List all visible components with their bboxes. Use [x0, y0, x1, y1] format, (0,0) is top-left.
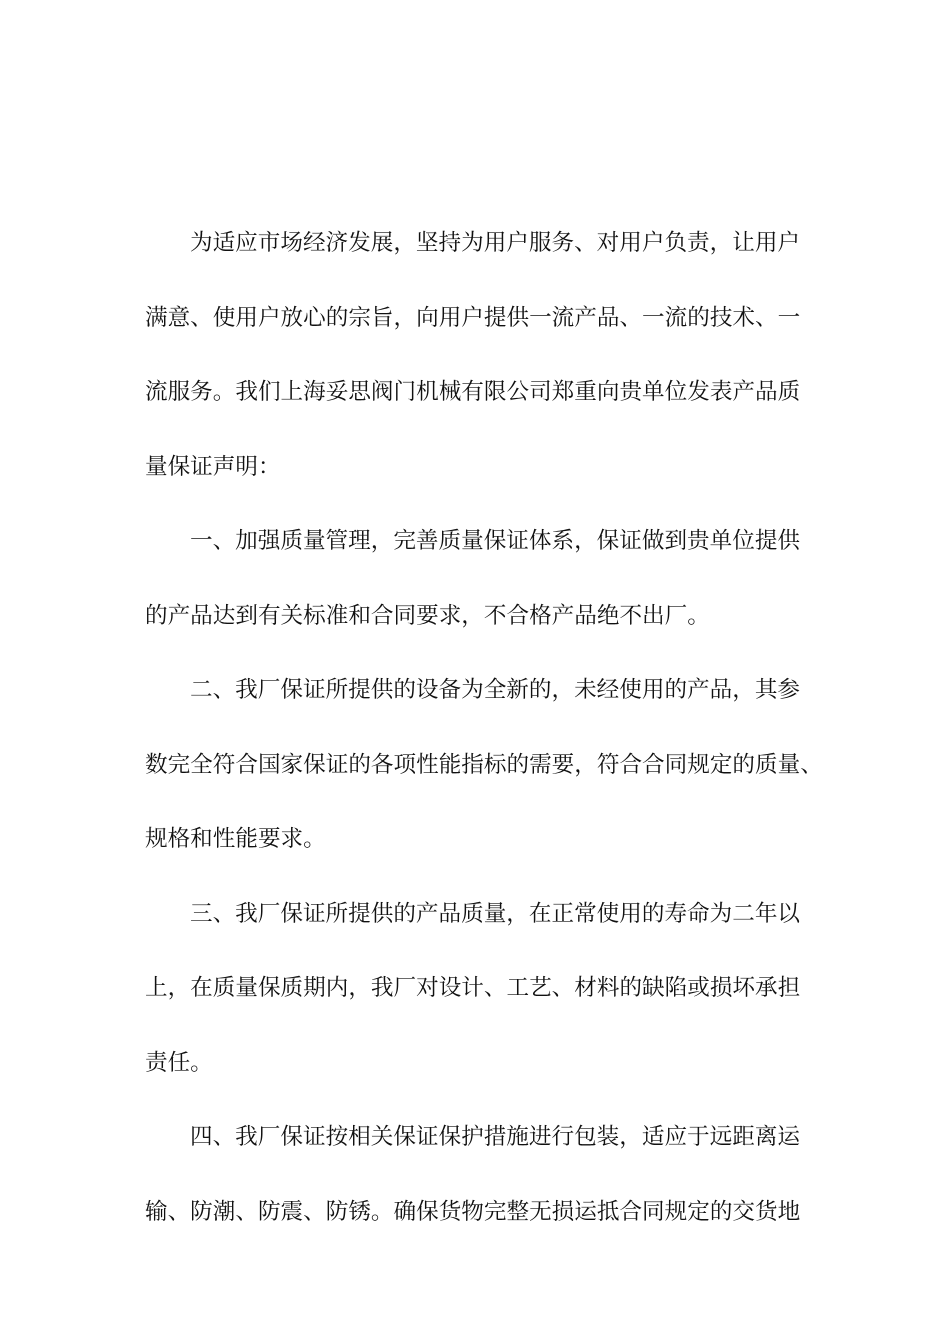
text-line: 二、我厂保证所提供的设备为全新的，未经使用的产品，其参	[190, 677, 801, 703]
text-line: 输、防潮、防震、防锈。确保货物完整无损运抵合同规定的交货地	[145, 1198, 801, 1225]
paragraph-item-2	[145, 653, 825, 877]
paragraph-intro	[145, 206, 825, 504]
text-line: 数完全符合国家保证的各项性能指标的需要，符合合同规定的质量、	[145, 751, 823, 778]
paragraph-item-3	[145, 877, 825, 1101]
text-line: 上，在质量保质期内，我厂对设计、工艺、材料的缺陷或损坏承担	[145, 975, 801, 1001]
text-line: 的产品达到有关标准和合同要求，不合格产品绝不出厂。	[145, 602, 710, 629]
paragraph-item-1	[145, 504, 825, 653]
text-line: 责任。	[145, 1049, 213, 1076]
text-line: 量保证声明：	[145, 453, 281, 480]
text-line: 一、加强质量管理，完善质量保证体系，保证做到贵单位提供	[190, 528, 801, 554]
text-line: 为适应市场经济发展，坚持为用户服务、对用户负责，让用户	[190, 230, 801, 256]
text-line: 四、我厂保证按相关保证保护措施进行包装，适应于远距离运	[190, 1124, 801, 1150]
text-line: 流服务。我们上海妥思阀门机械有限公司郑重向贵单位发表产品质	[145, 379, 801, 405]
text-line: 三、我厂保证所提供的产品质量，在正常使用的寿命为二年以	[190, 900, 801, 927]
text-line: 规格和性能要求。	[145, 826, 326, 852]
paragraph-item-4	[145, 1100, 825, 1249]
text-line: 满意、使用户放心的宗旨，向用户提供一流产品、一流的技术、一	[145, 304, 801, 331]
document-body	[145, 206, 825, 1249]
